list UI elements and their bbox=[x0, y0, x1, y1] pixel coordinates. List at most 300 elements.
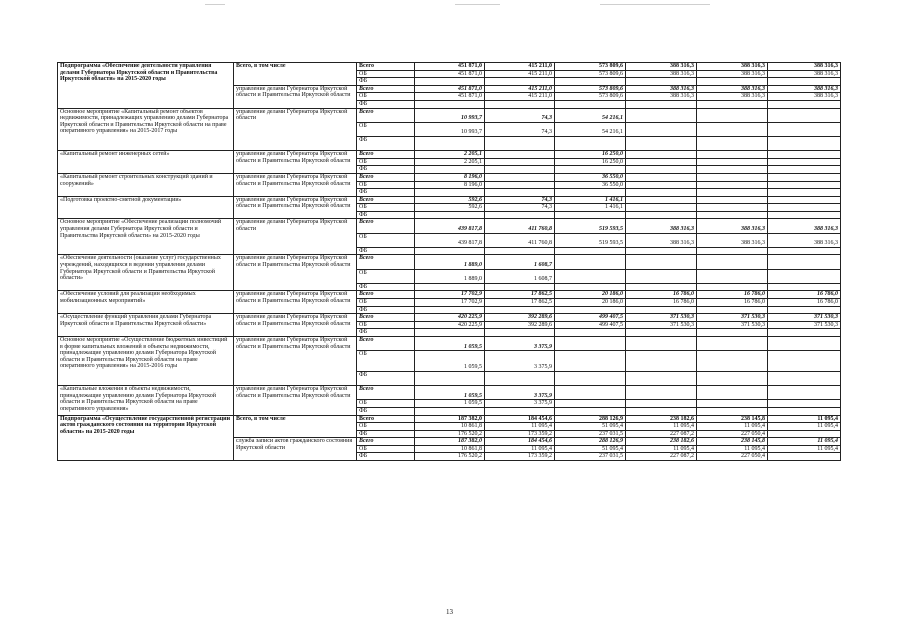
amount-cell bbox=[697, 189, 768, 197]
amount-cell bbox=[697, 181, 768, 189]
amount-cell bbox=[768, 247, 841, 255]
funding-source-cell: Всего bbox=[357, 196, 415, 204]
program-name-cell: «Обеспечение деятельности (оказание услуг) государственных учреждений, находящихся в ведении управления делами Губернатора Иркутской области и Правительства Иркутской области» bbox=[58, 255, 234, 291]
amount-cell: 388 316,3 bbox=[768, 85, 841, 93]
amount-cell: 388 316,3 bbox=[768, 70, 841, 78]
amount-cell bbox=[555, 400, 626, 408]
amount-cell bbox=[768, 255, 841, 269]
scan-artifact bbox=[600, 4, 710, 5]
amount-cell bbox=[555, 336, 626, 350]
amount-cell bbox=[697, 329, 768, 337]
amount-cell bbox=[768, 351, 841, 372]
amount-cell: 388 316,3 bbox=[626, 93, 697, 101]
amount-cell bbox=[485, 247, 555, 255]
amount-cell bbox=[697, 151, 768, 159]
funding-source-cell: Всего bbox=[357, 85, 415, 93]
amount-cell bbox=[626, 386, 697, 400]
table-row bbox=[58, 415, 841, 423]
amount-cell: 3 375,9 bbox=[485, 386, 555, 400]
amount-cell bbox=[626, 181, 697, 189]
funding-source-cell: ОБ bbox=[357, 445, 415, 453]
amount-cell bbox=[555, 351, 626, 372]
executor-cell: управление делами Губернатора Иркутской области и Правительства Иркутской области bbox=[234, 386, 357, 415]
amount-cell bbox=[485, 100, 555, 108]
amount-cell bbox=[555, 255, 626, 269]
amount-cell bbox=[626, 283, 697, 291]
amount-cell bbox=[626, 173, 697, 181]
amount-cell: 388 316,3 bbox=[697, 63, 768, 71]
amount-cell: 238 145,8 bbox=[697, 415, 768, 423]
amount-cell: 371 530,3 bbox=[768, 321, 841, 329]
amount-cell bbox=[697, 247, 768, 255]
executor-cell: управление делами Губернатора Иркутской области и Правительства Иркутской области bbox=[234, 314, 357, 337]
amount-cell: 237 031,5 bbox=[555, 453, 626, 461]
amount-cell bbox=[626, 336, 697, 350]
table-row bbox=[58, 314, 841, 322]
amount-cell: 499 407,5 bbox=[555, 321, 626, 329]
amount-cell: 173 359,2 bbox=[485, 430, 555, 438]
table-row bbox=[58, 219, 841, 233]
amount-cell: 439 817,8 bbox=[415, 219, 485, 233]
amount-cell bbox=[768, 108, 841, 122]
amount-cell bbox=[485, 407, 555, 415]
amount-cell bbox=[768, 166, 841, 174]
amount-cell: 388 316,3 bbox=[697, 85, 768, 93]
amount-cell: 415 211,0 bbox=[485, 93, 555, 101]
amount-cell bbox=[768, 430, 841, 438]
amount-cell bbox=[485, 158, 555, 166]
amount-cell bbox=[415, 78, 485, 86]
amount-cell bbox=[626, 196, 697, 204]
amount-cell: 411 760,8 bbox=[485, 233, 555, 247]
funding-source-cell: ОБ bbox=[357, 351, 415, 372]
amount-cell bbox=[485, 78, 555, 86]
amount-cell bbox=[768, 204, 841, 212]
amount-cell: 371 530,3 bbox=[697, 314, 768, 322]
program-name-cell: «Осуществление функций управления делами Губернатора Иркутской области и Правительства Иркутской области» bbox=[58, 314, 234, 337]
amount-cell: 8 196,0 bbox=[415, 173, 485, 181]
amount-cell bbox=[768, 336, 841, 350]
amount-cell bbox=[626, 78, 697, 86]
amount-cell bbox=[555, 371, 626, 385]
amount-cell bbox=[485, 173, 555, 181]
funding-source-cell: ОБ bbox=[357, 269, 415, 283]
amount-cell bbox=[626, 255, 697, 269]
amount-cell: 1 059,5 bbox=[415, 386, 485, 400]
funding-source-cell: Всего bbox=[357, 438, 415, 446]
funding-source-cell: ФБ bbox=[357, 78, 415, 86]
amount-cell: 519 593,5 bbox=[555, 219, 626, 233]
page-number: 13 bbox=[446, 608, 453, 616]
amount-cell: 420 225,9 bbox=[415, 314, 485, 322]
amount-cell bbox=[555, 100, 626, 108]
amount-cell: 371 530,3 bbox=[768, 314, 841, 322]
amount-cell: 176 520,2 bbox=[415, 453, 485, 461]
executor-cell: управление делами Губернатора Иркутской области и Правительства Иркутской области bbox=[234, 336, 357, 385]
amount-cell: 17 862,5 bbox=[485, 299, 555, 307]
amount-cell: 184 454,6 bbox=[485, 415, 555, 423]
amount-cell: 2 205,1 bbox=[415, 158, 485, 166]
amount-cell bbox=[626, 371, 697, 385]
funding-source-cell: Всего bbox=[357, 219, 415, 233]
amount-cell: 592,6 bbox=[415, 196, 485, 204]
amount-cell: 20 186,0 bbox=[555, 291, 626, 299]
amount-cell: 388 316,3 bbox=[697, 233, 768, 247]
amount-cell bbox=[626, 269, 697, 283]
amount-cell: 16 250,0 bbox=[555, 158, 626, 166]
amount-cell bbox=[555, 247, 626, 255]
funding-source-cell: Всего bbox=[357, 173, 415, 181]
amount-cell bbox=[697, 158, 768, 166]
amount-cell bbox=[626, 329, 697, 337]
amount-cell: 451 871,0 bbox=[415, 85, 485, 93]
amount-cell bbox=[415, 329, 485, 337]
amount-cell bbox=[626, 400, 697, 408]
amount-cell bbox=[626, 108, 697, 122]
amount-cell bbox=[697, 336, 768, 350]
funding-source-cell: ОБ bbox=[357, 93, 415, 101]
amount-cell bbox=[415, 371, 485, 385]
amount-cell: 415 211,0 bbox=[485, 85, 555, 93]
amount-cell bbox=[626, 136, 697, 150]
funding-source-cell: ФБ bbox=[357, 407, 415, 415]
amount-cell bbox=[768, 453, 841, 461]
funding-source-cell: ФБ bbox=[357, 430, 415, 438]
amount-cell bbox=[697, 166, 768, 174]
table-row bbox=[58, 291, 841, 299]
amount-cell bbox=[768, 211, 841, 219]
amount-cell: 392 289,6 bbox=[485, 321, 555, 329]
amount-cell: 1 416,1 bbox=[555, 204, 626, 212]
amount-cell bbox=[485, 136, 555, 150]
amount-cell: 451 871,0 bbox=[415, 63, 485, 71]
program-name-cell: «Капитальные вложения в объекты недвижимости, принадлежащие управлению делами Губернатора Иркутской области и Правительства Иркутской области на праве оперативного управления» bbox=[58, 386, 234, 415]
amount-cell bbox=[415, 247, 485, 255]
table-row bbox=[58, 196, 841, 204]
program-name-cell: Основное мероприятие «Капитальный ремонт объектов недвижимости, принадлежащих управлению делами Губернатора Иркутской области и Правительства Иркутской области на праве оперативного управления» на 2015-2017 годы bbox=[58, 108, 234, 151]
executor-cell: управление делами Губернатора Иркутской области и Правительства Иркутской области bbox=[234, 85, 357, 108]
amount-cell bbox=[555, 283, 626, 291]
amount-cell bbox=[626, 151, 697, 159]
table-row bbox=[58, 386, 841, 400]
amount-cell: 10 861,8 bbox=[415, 423, 485, 431]
amount-cell: 1 608,7 bbox=[485, 269, 555, 283]
executor-cell: управление делами Губернатора Иркутской области и Правительства Иркутской области bbox=[234, 196, 357, 219]
amount-cell: 451 871,0 bbox=[415, 93, 485, 101]
amount-cell bbox=[697, 173, 768, 181]
executor-cell: управление делами Губернатора Иркутской области и Правительства Иркутской области bbox=[234, 151, 357, 174]
funding-source-cell: ОБ bbox=[357, 70, 415, 78]
amount-cell bbox=[768, 78, 841, 86]
amount-cell bbox=[768, 306, 841, 314]
amount-cell bbox=[768, 100, 841, 108]
amount-cell: 16 786,0 bbox=[768, 299, 841, 307]
amount-cell bbox=[697, 108, 768, 122]
amount-cell: 11 095,4 bbox=[485, 445, 555, 453]
program-name-cell: Основное мероприятие «Осуществление бюджетных инвестиций в форме капитальных вложений в объекты недвижимости, принадлежащие управлению делами Губернатора Иркутской области и Правительства Иркутской области на праве оперативного управления» на 2015-2016 годы bbox=[58, 336, 234, 385]
amount-cell: 1 889,0 bbox=[415, 255, 485, 269]
amount-cell: 74,3 bbox=[485, 122, 555, 136]
program-name-cell: «Капитальный ремонт строительных конструкций зданий и сооружений» bbox=[58, 173, 234, 196]
amount-cell bbox=[768, 151, 841, 159]
funding-source-cell: ОБ bbox=[357, 204, 415, 212]
amount-cell: 17 702,9 bbox=[415, 299, 485, 307]
amount-cell bbox=[555, 136, 626, 150]
amount-cell bbox=[697, 255, 768, 269]
funding-source-cell: ФБ bbox=[357, 166, 415, 174]
amount-cell: 36 550,0 bbox=[555, 181, 626, 189]
table-row bbox=[58, 255, 841, 269]
amount-cell bbox=[626, 306, 697, 314]
program-name-cell: Подпрограмма «Осуществление государственной регистрации актов гражданского состояния на территории Иркутской области» на 2015-2020 годы bbox=[58, 415, 234, 461]
amount-cell: 519 593,5 bbox=[555, 233, 626, 247]
amount-cell bbox=[697, 196, 768, 204]
amount-cell: 74,3 bbox=[485, 204, 555, 212]
amount-cell: 411 760,8 bbox=[485, 219, 555, 233]
amount-cell: 415 211,0 bbox=[485, 70, 555, 78]
funding-source-cell: ФБ bbox=[357, 306, 415, 314]
amount-cell bbox=[626, 100, 697, 108]
amount-cell bbox=[626, 247, 697, 255]
amount-cell: 51 095,4 bbox=[555, 423, 626, 431]
amount-cell: 451 871,0 bbox=[415, 70, 485, 78]
amount-cell bbox=[555, 189, 626, 197]
amount-cell: 11 095,4 bbox=[768, 423, 841, 431]
amount-cell bbox=[768, 158, 841, 166]
executor-cell: управление делами Губернатора Иркутской области и Правительства Иркутской области bbox=[234, 255, 357, 291]
amount-cell bbox=[697, 211, 768, 219]
funding-source-cell: ФБ bbox=[357, 329, 415, 337]
amount-cell: 237 031,5 bbox=[555, 430, 626, 438]
amount-cell bbox=[768, 189, 841, 197]
amount-cell bbox=[697, 122, 768, 136]
amount-cell bbox=[697, 371, 768, 385]
amount-cell bbox=[415, 407, 485, 415]
amount-cell: 388 316,3 bbox=[768, 219, 841, 233]
amount-cell: 16 786,0 bbox=[697, 299, 768, 307]
amount-cell: 227 087,2 bbox=[626, 430, 697, 438]
amount-cell bbox=[415, 166, 485, 174]
amount-cell bbox=[485, 181, 555, 189]
amount-cell: 10 993,7 bbox=[415, 108, 485, 122]
amount-cell bbox=[626, 189, 697, 197]
funding-source-cell: ФБ bbox=[357, 247, 415, 255]
amount-cell: 573 809,6 bbox=[555, 85, 626, 93]
amount-cell bbox=[485, 211, 555, 219]
amount-cell: 371 530,3 bbox=[626, 314, 697, 322]
amount-cell: 1 416,1 bbox=[555, 196, 626, 204]
funding-source-cell: ОБ bbox=[357, 233, 415, 247]
funding-source-cell: ФБ bbox=[357, 283, 415, 291]
amount-cell: 499 407,5 bbox=[555, 314, 626, 322]
amount-cell: 1 059,5 bbox=[415, 351, 485, 372]
amount-cell bbox=[697, 400, 768, 408]
amount-cell: 10 861,8 bbox=[415, 445, 485, 453]
amount-cell: 573 809,6 bbox=[555, 93, 626, 101]
table-row bbox=[58, 108, 841, 122]
amount-cell: 592,6 bbox=[415, 204, 485, 212]
executor-cell: служба записи актов гражданского состояния Иркутской области bbox=[234, 438, 357, 461]
amount-cell bbox=[626, 158, 697, 166]
amount-cell bbox=[626, 204, 697, 212]
funding-source-cell: Всего bbox=[357, 255, 415, 269]
funding-source-cell: Всего bbox=[357, 291, 415, 299]
scan-artifact bbox=[455, 4, 500, 5]
program-name-cell: «Обеспечение условий для реализации необходимых мобилизационных мероприятий» bbox=[58, 291, 234, 314]
amount-cell: 16 786,0 bbox=[626, 291, 697, 299]
table-row bbox=[58, 63, 841, 71]
amount-cell: 3 375,9 bbox=[485, 400, 555, 408]
amount-cell: 187 382,0 bbox=[415, 415, 485, 423]
amount-cell bbox=[555, 78, 626, 86]
amount-cell: 388 316,3 bbox=[626, 219, 697, 233]
amount-cell: 439 817,8 bbox=[415, 233, 485, 247]
amount-cell bbox=[626, 122, 697, 136]
amount-cell bbox=[555, 166, 626, 174]
amount-cell bbox=[485, 166, 555, 174]
amount-cell bbox=[555, 211, 626, 219]
amount-cell: 187 382,0 bbox=[415, 438, 485, 446]
amount-cell: 573 809,6 bbox=[555, 70, 626, 78]
amount-cell: 238 182,6 bbox=[626, 438, 697, 446]
amount-cell: 1 889,0 bbox=[415, 269, 485, 283]
amount-cell: 11 095,4 bbox=[768, 445, 841, 453]
amount-cell: 10 993,7 bbox=[415, 122, 485, 136]
amount-cell bbox=[485, 371, 555, 385]
amount-cell bbox=[768, 407, 841, 415]
amount-cell: 1 059,5 bbox=[415, 400, 485, 408]
amount-cell: 8 196,0 bbox=[415, 181, 485, 189]
amount-cell: 420 225,9 bbox=[415, 321, 485, 329]
amount-cell bbox=[768, 329, 841, 337]
amount-cell: 1 608,7 bbox=[485, 255, 555, 269]
amount-cell bbox=[697, 407, 768, 415]
amount-cell: 16 786,0 bbox=[697, 291, 768, 299]
amount-cell: 388 316,3 bbox=[768, 93, 841, 101]
amount-cell bbox=[768, 400, 841, 408]
amount-cell: 11 095,4 bbox=[626, 445, 697, 453]
amount-cell bbox=[415, 100, 485, 108]
amount-cell bbox=[768, 173, 841, 181]
program-name-cell: Подпрограмма «Обеспечение деятельности управления делами Губернатора Иркутской области и Правительства Иркутской области» на 2015-2020 годы bbox=[58, 63, 234, 109]
amount-cell: 17 702,9 bbox=[415, 291, 485, 299]
amount-cell bbox=[555, 306, 626, 314]
amount-cell bbox=[768, 386, 841, 400]
amount-cell bbox=[768, 122, 841, 136]
amount-cell: 388 316,3 bbox=[697, 219, 768, 233]
amount-cell: 288 126,9 bbox=[555, 415, 626, 423]
amount-cell bbox=[697, 204, 768, 212]
amount-cell: 388 316,3 bbox=[697, 70, 768, 78]
funding-source-cell: Всего bbox=[357, 415, 415, 423]
amount-cell: 238 145,8 bbox=[697, 438, 768, 446]
amount-cell bbox=[415, 211, 485, 219]
amount-cell: 388 316,3 bbox=[768, 233, 841, 247]
funding-source-cell: Всего bbox=[357, 151, 415, 159]
funding-source-cell: ФБ bbox=[357, 100, 415, 108]
amount-cell bbox=[555, 407, 626, 415]
amount-cell: 51 095,4 bbox=[555, 445, 626, 453]
amount-cell bbox=[697, 78, 768, 86]
amount-cell bbox=[415, 306, 485, 314]
program-name-cell: «Капитальный ремонт инженерных сетей» bbox=[58, 151, 234, 174]
amount-cell: 11 095,4 bbox=[626, 423, 697, 431]
amount-cell: 288 126,9 bbox=[555, 438, 626, 446]
funding-source-cell: ФБ bbox=[357, 371, 415, 385]
table-row bbox=[58, 173, 841, 181]
budget-table bbox=[57, 62, 841, 461]
executor-cell: управление делами Губернатора Иркутской области bbox=[234, 219, 357, 255]
funding-source-cell: ОБ bbox=[357, 158, 415, 166]
funding-source-cell: Всего bbox=[357, 386, 415, 400]
amount-cell: 388 316,3 bbox=[626, 63, 697, 71]
funding-source-cell: ОБ bbox=[357, 181, 415, 189]
amount-cell: 11 095,4 bbox=[697, 423, 768, 431]
amount-cell: 17 862,5 bbox=[485, 291, 555, 299]
amount-cell: 173 359,2 bbox=[485, 453, 555, 461]
funding-source-cell: ОБ bbox=[357, 400, 415, 408]
amount-cell bbox=[485, 306, 555, 314]
amount-cell bbox=[768, 371, 841, 385]
funding-source-cell: Всего bbox=[357, 108, 415, 122]
amount-cell: 371 530,3 bbox=[626, 321, 697, 329]
amount-cell: 227 050,4 bbox=[697, 430, 768, 438]
amount-cell bbox=[415, 283, 485, 291]
amount-cell bbox=[697, 386, 768, 400]
amount-cell bbox=[697, 306, 768, 314]
table-row bbox=[58, 336, 841, 350]
amount-cell bbox=[768, 283, 841, 291]
amount-cell bbox=[626, 166, 697, 174]
executor-cell: Всего, в том числе bbox=[234, 415, 357, 438]
amount-cell bbox=[485, 151, 555, 159]
amount-cell bbox=[485, 329, 555, 337]
amount-cell bbox=[555, 329, 626, 337]
amount-cell bbox=[768, 181, 841, 189]
funding-source-cell: ФБ bbox=[357, 453, 415, 461]
amount-cell: 227 050,4 bbox=[697, 453, 768, 461]
amount-cell: 54 216,1 bbox=[555, 122, 626, 136]
scan-artifact bbox=[205, 4, 225, 5]
program-name-cell: Основное мероприятие «Обеспечение реализации полномочий управления делами Губернатора Иркутской области и Правительства Иркутской области» на 2015-2020 годы bbox=[58, 219, 234, 255]
funding-source-cell: ФБ bbox=[357, 211, 415, 219]
table-row bbox=[58, 151, 841, 159]
amount-cell bbox=[768, 196, 841, 204]
amount-cell: 388 316,3 bbox=[626, 70, 697, 78]
program-name-cell: «Подготовка проектно-сметной документации» bbox=[58, 196, 234, 219]
funding-source-cell: Всего bbox=[357, 63, 415, 71]
amount-cell: 1 059,5 bbox=[415, 336, 485, 350]
amount-cell: 388 316,3 bbox=[626, 85, 697, 93]
funding-source-cell: ОБ bbox=[357, 321, 415, 329]
amount-cell: 74,3 bbox=[485, 108, 555, 122]
amount-cell bbox=[415, 189, 485, 197]
amount-cell: 184 454,6 bbox=[485, 438, 555, 446]
amount-cell: 388 316,3 bbox=[697, 93, 768, 101]
amount-cell bbox=[768, 269, 841, 283]
funding-source-cell: ФБ bbox=[357, 136, 415, 150]
funding-source-cell: ОБ bbox=[357, 122, 415, 136]
amount-cell bbox=[697, 100, 768, 108]
funding-source-cell: ФБ bbox=[357, 189, 415, 197]
amount-cell bbox=[697, 136, 768, 150]
amount-cell bbox=[415, 136, 485, 150]
amount-cell: 16 250,0 bbox=[555, 151, 626, 159]
amount-cell: 11 095,4 bbox=[768, 415, 841, 423]
amount-cell bbox=[626, 211, 697, 219]
amount-cell: 573 809,6 bbox=[555, 63, 626, 71]
funding-source-cell: ОБ bbox=[357, 423, 415, 431]
